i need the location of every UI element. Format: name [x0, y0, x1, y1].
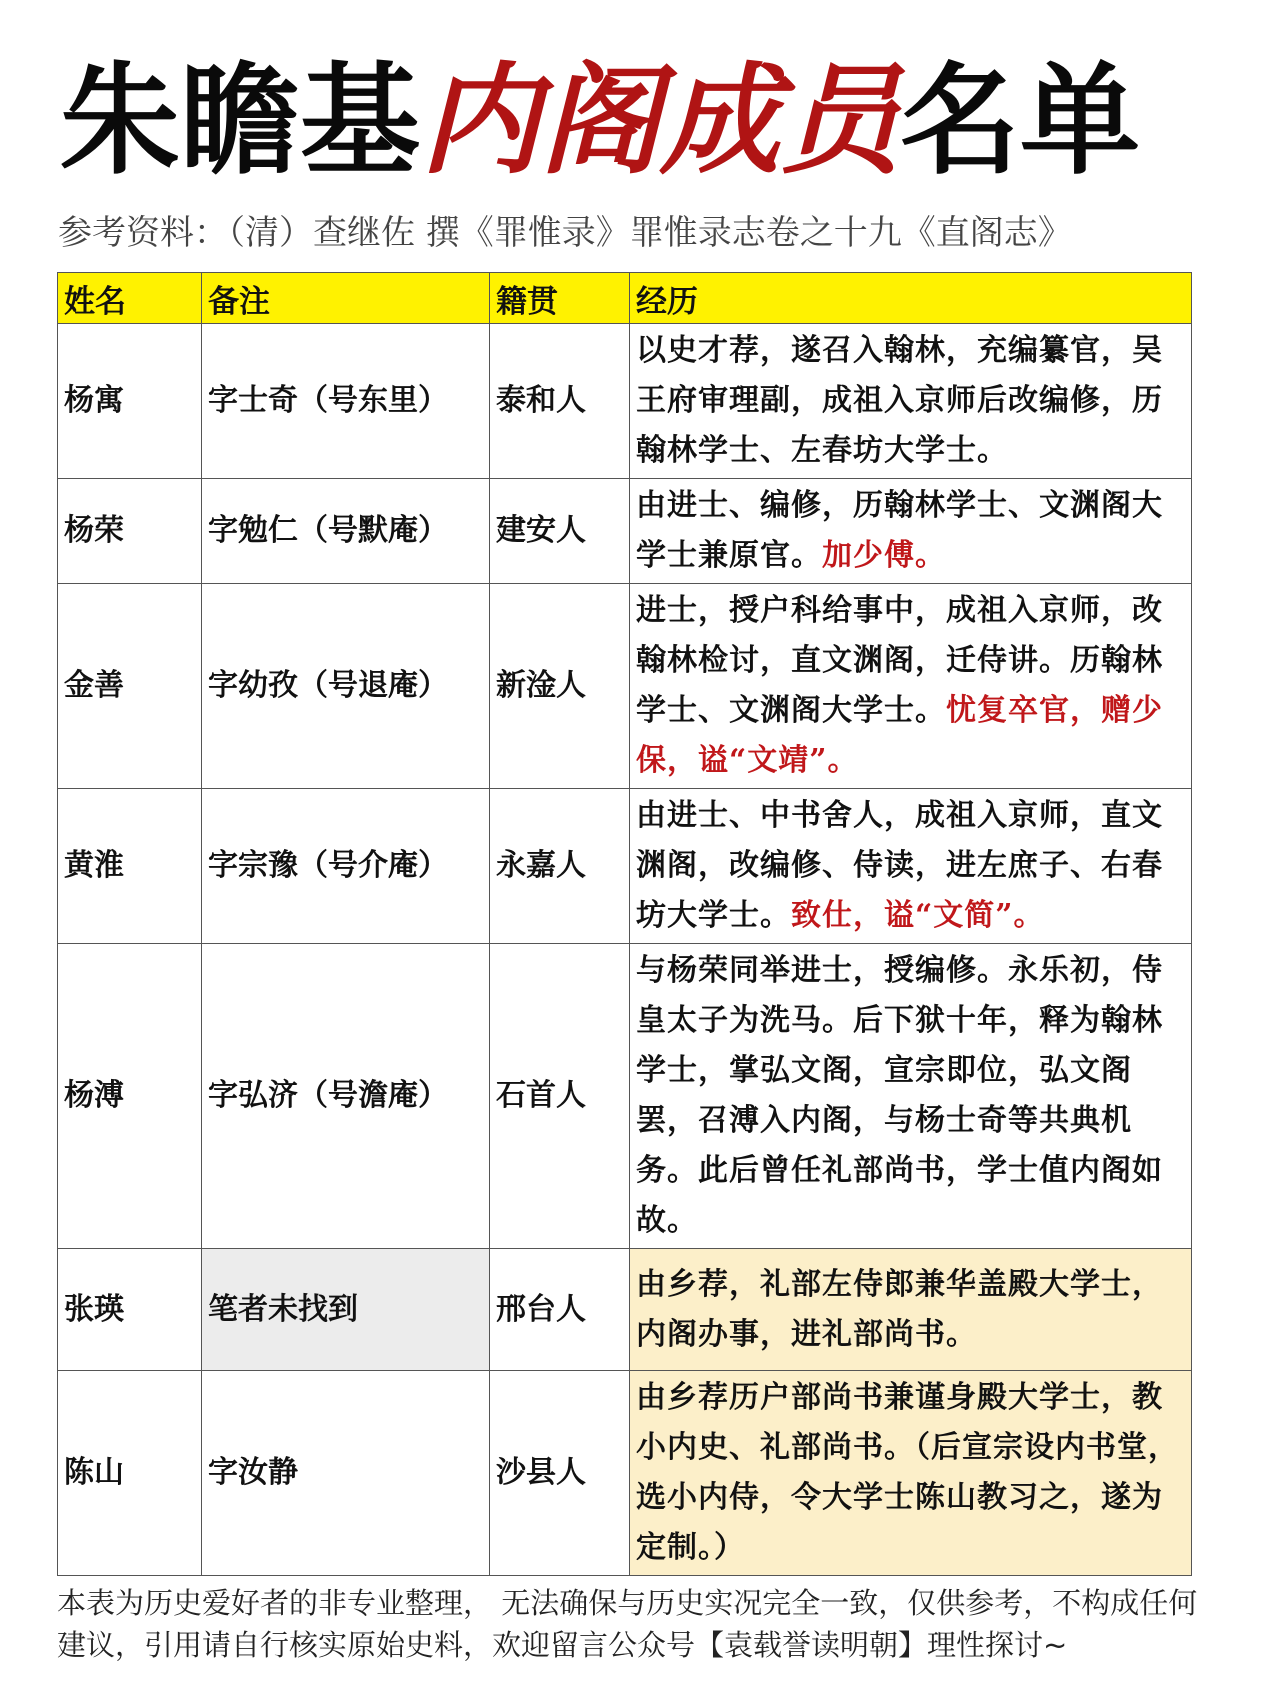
- member-note: 字幼孜（号退庵）: [202, 584, 490, 789]
- member-experience: [630, 944, 1192, 1249]
- header-experience: 经历: [630, 273, 1192, 324]
- experience-highlight: 忧复卒官，赠少保，谥“文靖”: [636, 693, 1163, 778]
- experience-text: 与杨荣同举进士，授编修。永乐初，侍皇太子为洗马。后下狱十年，释为翰林学士，掌弘文阁，宣宗即位，弘文阁罢，召溥入内阁，与杨士奇等共典机务。此后曾任礼部尚书，学士值内阁如故。: [636, 953, 1163, 1238]
- experience-text: 由进士、编修，历翰林学士、文渊阁大学士兼原官。: [636, 488, 1163, 573]
- table-row: [58, 944, 1192, 1249]
- table-row: [58, 479, 1192, 584]
- member-name: 张瑛: [58, 1249, 202, 1371]
- member-origin: 永嘉人: [490, 789, 630, 944]
- header-note: 备注: [202, 273, 490, 324]
- member-experience: [630, 479, 1192, 584]
- member-name: 杨寓: [58, 324, 202, 479]
- experience-end: 。: [827, 743, 859, 778]
- member-experience: [630, 789, 1192, 944]
- experience-text: 由乡荐历户部尚书兼谨身殿大学士，教小内史、礼部尚书。（后宣宗设内书堂，选小内侍，令大学士陈山教习之，遂为定制。）: [636, 1380, 1179, 1565]
- member-note: 字汝静: [202, 1371, 490, 1576]
- title-part-name: 朱瞻基: [60, 52, 420, 191]
- experience-text: 由进士、中书舍人，成祖入京师，直文渊阁，改编修、侍读，进左庶子、右春坊大学士。: [636, 798, 1163, 933]
- table-header-row: [58, 273, 1192, 324]
- header-name: 姓名: [58, 273, 202, 324]
- member-note: 字弘济（号澹庵）: [202, 944, 490, 1249]
- member-experience: [630, 1371, 1192, 1576]
- member-origin: 建安人: [490, 479, 630, 584]
- disclaimer-footer: 本表为历史爱好者的非专业整理， 无法确保与历史实况完全一致，仅供参考，不构成任何建议，引用请自行核实原始史料，欢迎留言公众号【袁载誉读明朝】理性探讨~: [57, 1586, 1198, 1662]
- table-row: [58, 1249, 1192, 1371]
- member-origin: 新淦人: [490, 584, 630, 789]
- member-name: 杨溥: [58, 944, 202, 1249]
- experience-end: 。: [1013, 898, 1045, 933]
- member-note: 字勉仁（号默庵）: [202, 479, 490, 584]
- reference-source: 参考资料：（清）查继佐 撰《罪惟录》罪惟录志卷之十九《直阁志》: [58, 213, 1072, 253]
- page-title: [60, 42, 1220, 202]
- member-name: 黄淮: [58, 789, 202, 944]
- member-name: 金善: [58, 584, 202, 789]
- member-experience: [630, 1249, 1192, 1371]
- member-note: 字士奇（号东里）: [202, 324, 490, 479]
- table-row: [58, 789, 1192, 944]
- member-origin: 石首人: [490, 944, 630, 1249]
- table-row: [58, 584, 1192, 789]
- experience-highlight: 致仕，谥“文简”: [791, 898, 1014, 933]
- member-experience: [630, 324, 1192, 479]
- member-name: 陈山: [58, 1371, 202, 1576]
- title-part-cabinet: 内阁成员: [420, 52, 900, 191]
- experience-text: 进士，授户科给事中，成祖入京师，改翰林检讨，直文渊阁，迁侍讲。历翰林学士、文渊阁大学士。: [636, 593, 1163, 728]
- member-origin: 泰和人: [490, 324, 630, 479]
- title-part-list: 名单: [900, 52, 1140, 191]
- header-origin: 籍贯: [490, 273, 630, 324]
- member-name: 杨荣: [58, 479, 202, 584]
- experience-text: 由乡荐，礼部左侍郎兼华盖殿大学士，内阁办事，进礼部尚书。: [636, 1266, 1163, 1352]
- member-note: 笔者未找到: [202, 1249, 490, 1371]
- member-note: 字宗豫（号介庵）: [202, 789, 490, 944]
- experience-text: 以史才荐，遂召入翰林，充编纂官，吴王府审理副，成祖入京师后改编修，历翰林学士、左春坊大学士。: [636, 333, 1163, 468]
- cabinet-members-table: [57, 272, 1192, 1576]
- member-origin: 沙县人: [490, 1371, 630, 1576]
- member-experience: [630, 584, 1192, 789]
- experience-highlight: 加少傅: [822, 538, 915, 573]
- table-row: [58, 324, 1192, 479]
- experience-end: 。: [915, 538, 946, 573]
- table-row: [58, 1371, 1192, 1576]
- member-origin: 邢台人: [490, 1249, 630, 1371]
